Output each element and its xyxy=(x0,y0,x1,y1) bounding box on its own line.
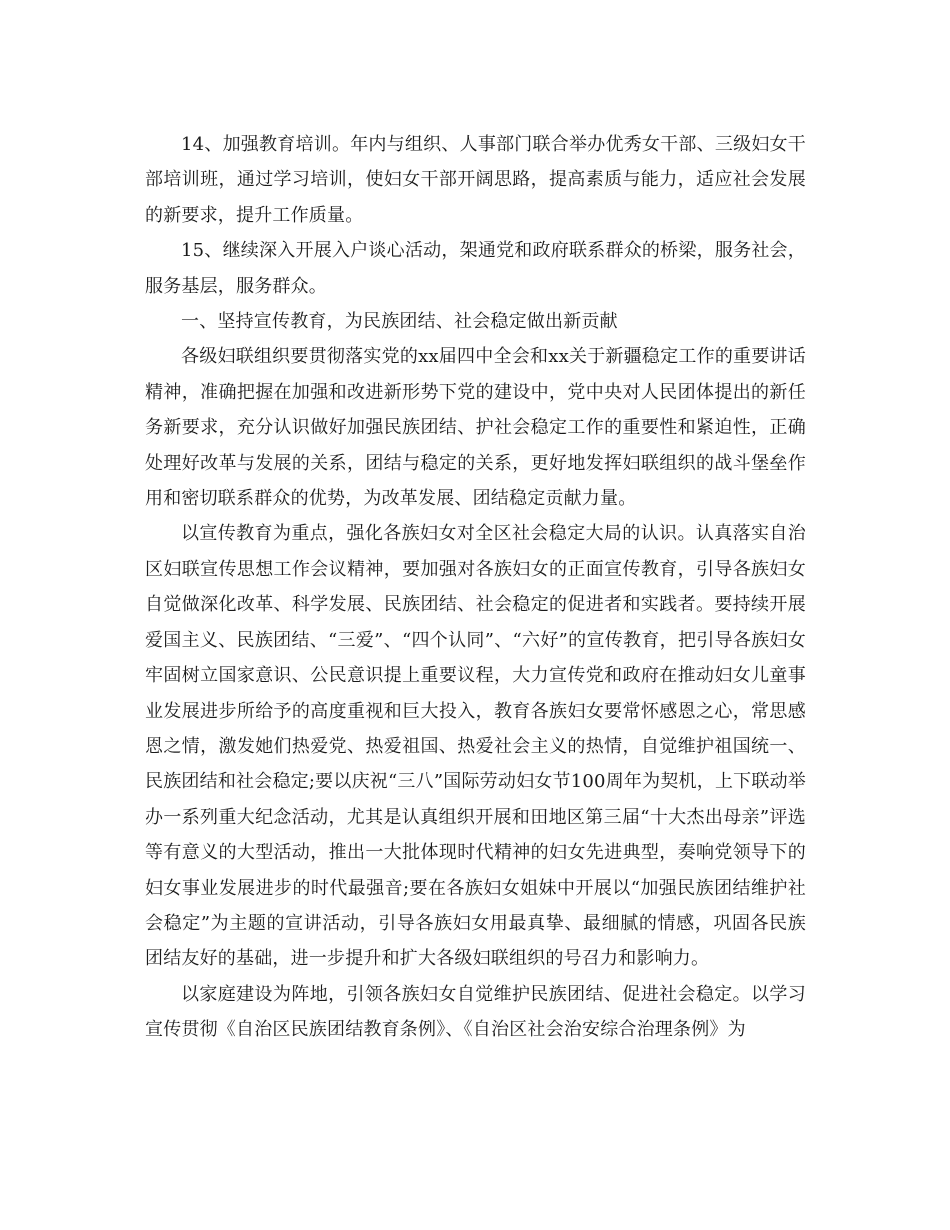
paragraph-1: 14、加强教育培训。年内与组织、人事部门联合举办优秀女干部、三级妇女干部培训班，通过学习培训，使妇女干部开阔思路，提高素质与能力，适应社会发展的新要求，提升工作质量。 xyxy=(145,134,806,226)
section-heading: 一、坚持宣传教育，为民族团结、社会稳定做出新贡献 xyxy=(181,311,618,333)
paragraph-5: 以家庭建设为阵地，引领各族妇女自觉维护民族团结、促进社会稳定。以学习宣传贯彻《自治区民族团结教育条例》、《自治区社会治安综合治理条例》为 xyxy=(145,983,806,1041)
paragraph-4: 以宣传教育为重点，强化各族妇女对全区社会稳定大局的认识。认真落实自治区妇联宣传思想工作会议精神，要加强对各族妇女的正面宣传教育，引导各族妇女自觉做深化改革、科学发展、民族团结、社会稳定的促进者和实践者。要持续开展爱国主义、民族团结、“三爱”、“四个认同”、“六好”的宣传教育，把引导各族妇女牢固树立国家意识、公民意识提上重要议程，大力宣传党和政府在推动妇女儿童事业发展进步所给予的高度重视和巨大投入，教育各族妇女要常怀感恩之心，常思感恩之情，激发她们热爱党、热爱祖国、热爱社会主义的热情，自觉维护祖国统一、民族团结和社会稳定;要以庆祝“三八”国际劳动妇女节100周年为契机，上下联动举办一系列重大纪念活动，尤其是认真组织开展和田地区第三届“十大杰出母亲”评选等有意义的大型活动，推出一大批体现时代精神的妇女先进典型，奏响党领导下的妇女事业发展进步的时代最强音;要在各族妇女姐妹中开展以“加强民族团结维护社会稳定”为主题的宣讲活动，引导各族妇女用最真挚、最细腻的情感，巩固各民族团结友好的基础，进一步提升和扩大各级妇联组织的号召力和影响力。 xyxy=(145,523,806,970)
paragraph-3: 各级妇联组织要贯彻落实党的xx届四中全会和xx关于新疆稳定工作的重要讲话精神，准确把握在加强和改进新形势下党的建设中，党中央对人民团体提出的新任务新要求，充分认识做好加强民族团结、护社会稳定工作的重要性和紧迫性，正确处理好改革与发展的关系，团结与稳定的关系，更好地发挥妇联组织的战斗堡垒作用和密切联系群众的优势，为改革发展、团结稳定贡献力量。 xyxy=(145,346,806,510)
paragraph-2: 15、继续深入开展入户谈心活动，架通党和政府联系群众的桥梁，服务社会，服务基层，服务群众。 xyxy=(145,240,806,297)
